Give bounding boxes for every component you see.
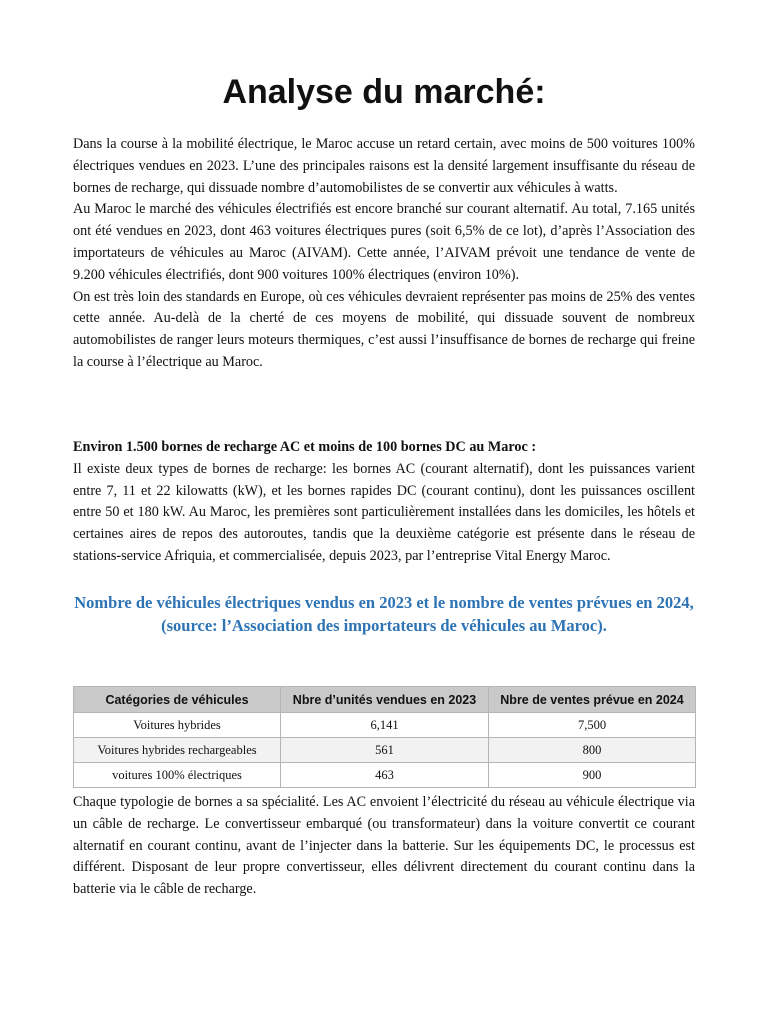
cell-forecast-2024: 7,500 — [489, 713, 696, 738]
header-forecast-2024: Nbre de ventes prévue en 2024 — [489, 687, 696, 713]
paragraph-intro: Dans la course à la mobilité électrique, le Maroc accuse un retard certain, avec moins de 500 voitures 100% électriques vendues en 2023. L’une des principales raisons est la densité largement insuffisante du réseau de bornes de recharge, qui dissuade nombre d’automobilistes de se convertir aux véhicules à watts. — [73, 136, 695, 196]
table-caption: Nombre de véhicules électriques vendus en 2023 et le nombre de ventes prévues en 2024, (source: l’Association des importateurs de véhicules au Maroc). — [74, 593, 694, 635]
table-header-row — [74, 687, 696, 713]
cell-sold-2023: 463 — [281, 763, 489, 788]
cell-sold-2023: 6,141 — [281, 713, 489, 738]
sales-table-container — [73, 686, 695, 788]
table-row — [74, 738, 696, 763]
cell-category: Voitures hybrides rechargeables — [74, 738, 281, 763]
section-heading: Environ 1.500 bornes de recharge AC et moins de 100 bornes DC au Maroc : — [73, 439, 537, 455]
header-sold-2023: Nbre d’unités vendues en 2023 — [281, 687, 489, 713]
charging-section — [73, 437, 695, 568]
paragraph-specialty: Chaque typologie de bornes a sa spécialité. Les AC envoient l’électricité du réseau au véhicule électrique via un câble de recharge. Le convertisseur embarqué (ou transformateur) dans la voiture convertit ce courant alternatif en courant continu, avant de l’injecter dans la batterie. Sur les équipements DC, le processus est différent. Disposant de leur propre convertisseur, elles délivrent directement du courant continu dans la batterie via le câble de recharge. — [73, 794, 695, 898]
closing-section — [73, 792, 695, 901]
intro-section — [73, 134, 695, 374]
table-row — [74, 713, 696, 738]
header-category: Catégories de véhicules — [74, 687, 281, 713]
table-row — [74, 763, 696, 788]
cell-forecast-2024: 800 — [489, 738, 696, 763]
cell-category: Voitures hybrides — [74, 713, 281, 738]
paragraph-europe: On est très loin des standards en Europe, où ces véhicules devraient représenter pas moins de 25% des ventes cette année. Au-delà de la cherté de ces moyens de mobilité, qui dissuade souvent de nombreux automobilistes de ranger leurs moteurs thermiques, c’est aussi l’insuffisance de bornes de recharge qui freine la course à l’électrique au Maroc. — [73, 288, 695, 370]
sales-table — [73, 686, 696, 788]
cell-forecast-2024: 900 — [489, 763, 696, 788]
cell-category: voitures 100% électriques — [74, 763, 281, 788]
paragraph-charging-types: Il existe deux types de bornes de recharge: les bornes AC (courant alternatif), dont les puissances varient entre 7, 11 et 22 kilowatts (kW), et les bornes rapides DC (courant continu), dont les puissances oscillent entre 50 et 180 kW. Au Maroc, les premières sont particulièrement installées dans les domiciles, les hôtels et certaines aires de repos des autoroutes, tandis que la deuxième catégorie est présente dans le réseau de stations-service Afriquia, et commercialisée, depuis 2023, par l’entreprise Vital Energy Maroc. — [73, 460, 695, 564]
paragraph-market: Au Maroc le marché des véhicules électrifiés est encore branché sur courant alternatif. Au total, 7.165 unités ont été vendues en 2023, dont 463 voitures électriques pures (soit 6,5% de ce lot), d’après l’Association des importateurs de véhicules au Maroc (AIVAM). Cette année, l’AIVAM prévoit une tendance de vente de 9.200 véhicules électrifiés, dont 900 voitures 100% électriques (environ 10%). — [73, 201, 695, 283]
cell-sold-2023: 561 — [281, 738, 489, 763]
page-title: Analyse du marché: — [222, 73, 546, 111]
